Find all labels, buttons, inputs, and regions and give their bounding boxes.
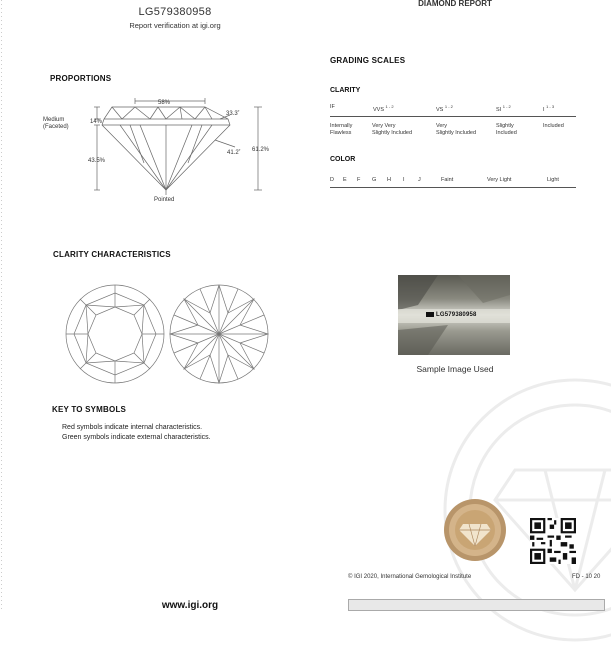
key-external-line: Green symbols indicate external characteristics. xyxy=(62,434,211,441)
clarity-code-if: IF xyxy=(330,104,335,110)
color-label-light: Light xyxy=(547,177,559,183)
clarity-code-vvs: VVS $^{1 - 2}$ xyxy=(373,104,394,113)
report-type: DIAMOND REPORT xyxy=(418,0,492,8)
key-to-symbols-title: KEY TO SYMBOLS xyxy=(52,405,127,414)
color-letter-d: D xyxy=(330,177,334,183)
clarity-desc-vvs: Very Very Slightly Included xyxy=(372,123,413,136)
color-scale-title: COLOR xyxy=(330,156,356,163)
color-letter-h: H xyxy=(387,177,391,183)
footer-copyright: © IGI 2020, International Gemological Institute xyxy=(348,574,472,580)
total-depth: 61.2% xyxy=(252,147,270,153)
clarity-desc-si: Slightly Included xyxy=(496,123,517,136)
report-number: LG579380958 xyxy=(138,6,212,18)
grading-scales-title: GRADING SCALES xyxy=(330,56,406,65)
color-letter-g: G xyxy=(372,177,377,183)
crown-height: 14% xyxy=(90,119,103,125)
clarity-desc-if: Internally Flawless xyxy=(330,123,353,136)
clarity-code-i: I $^{1 - 3}$ xyxy=(543,104,555,113)
girdle-label-1: Medium xyxy=(43,117,65,123)
culet-label: Pointed xyxy=(154,197,175,203)
pavilion-plot-diagram xyxy=(168,283,270,385)
color-letter-j: J xyxy=(418,177,421,183)
sample-girdle-photo xyxy=(398,275,510,355)
pavilion-depth: 43.5% xyxy=(88,158,106,164)
clarity-code-si: SI $^{1 - 2}$ xyxy=(496,104,511,113)
crown-plot-diagram xyxy=(64,283,166,385)
color-letter-f: F xyxy=(357,177,361,183)
website-link[interactable]: www.igi.org xyxy=(161,600,219,611)
footer-form-code: FD - 10 20 xyxy=(572,574,601,580)
color-letter-i: I xyxy=(403,177,405,183)
color-scale-rule xyxy=(330,187,576,188)
clarity-desc-i: Included xyxy=(543,123,564,129)
table-percent: 58% xyxy=(158,100,171,106)
qr-code-icon[interactable] xyxy=(530,518,576,564)
pavilion-angle: 41.2˚ xyxy=(227,150,241,156)
girdle-label-2: (Faceted) xyxy=(43,124,69,130)
dotted-border xyxy=(0,0,3,611)
igi-seal-icon xyxy=(443,498,507,562)
clarity-characteristics-title: CLARITY CHARACTERISTICS xyxy=(53,250,171,259)
bottom-disclaimer-strip xyxy=(348,599,605,611)
clarity-code-vs: VS $^{1 - 2}$ xyxy=(436,104,453,113)
key-internal-line: Red symbols indicate internal characteristics. xyxy=(62,424,203,431)
color-letter-e: E xyxy=(343,177,347,183)
color-label-very-light: Very Light xyxy=(487,177,512,183)
clarity-desc-vs: Very Slightly Included xyxy=(436,123,477,136)
sample-inscription: LG579380958 xyxy=(426,312,477,318)
report-verification[interactable]: Report verification at igi.org xyxy=(129,21,221,30)
crown-angle: 33.3˚ xyxy=(226,111,240,117)
proportions-title: PROPORTIONS xyxy=(50,74,112,83)
sample-caption: Sample Image Used xyxy=(416,364,494,374)
clarity-scale-title: CLARITY xyxy=(330,87,361,94)
igi-mini-logo xyxy=(426,312,434,317)
clarity-scale-rule xyxy=(330,116,576,117)
color-label-faint: Faint xyxy=(441,177,454,183)
